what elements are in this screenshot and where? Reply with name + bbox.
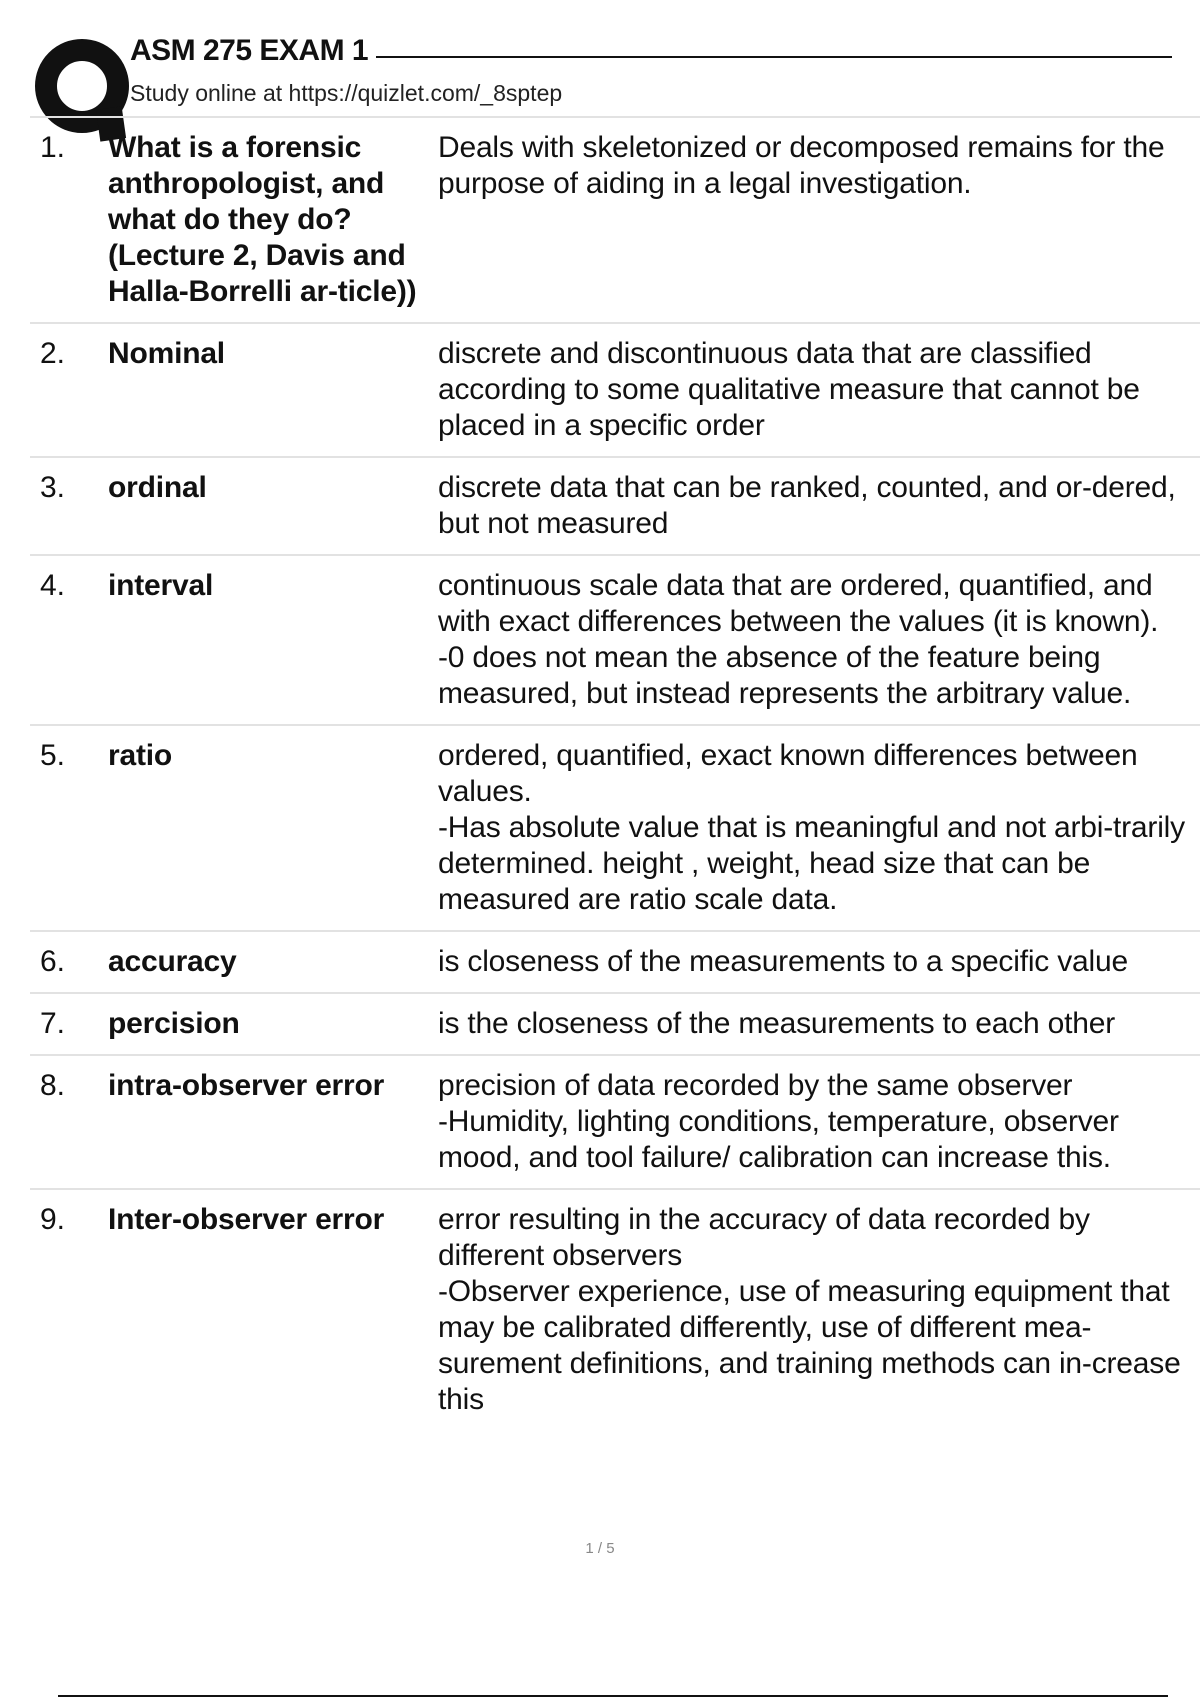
card-number: 6. — [40, 945, 66, 978]
flashcard-row — [30, 1190, 1200, 1430]
page-number: 1 / 5 — [585, 1540, 615, 1557]
card-term: interval — [108, 569, 214, 602]
card-term: accuracy — [108, 945, 237, 978]
footer-rule — [58, 1695, 1168, 1697]
card-definition: discrete data that can be ranked, counted, and or-dered, but not measured — [438, 471, 1176, 540]
card-number: 5. — [40, 739, 66, 772]
card-definition: discrete and discontinuous data that are classified according to some qualitative measure that cannot be placed in a specific order — [438, 337, 1140, 442]
card-number: 8. — [40, 1069, 66, 1102]
card-number: 9. — [40, 1203, 66, 1236]
card-definition: precision of data recorded by the same observer -Humidity, lighting conditions, temperature, observer mood, and tool failure/ calibration can increase this. — [438, 1069, 1119, 1174]
card-definition: is closeness of the measurements to a specific value — [438, 945, 1128, 978]
card-number: 1. — [40, 131, 66, 164]
card-number: 3. — [40, 471, 66, 504]
card-term: Nominal — [108, 337, 225, 370]
document-title: ASM 275 EXAM 1 — [130, 34, 376, 68]
card-definition: is the closeness of the measurements to each other — [438, 1007, 1116, 1040]
card-term: ordinal — [108, 471, 207, 504]
card-term: ratio — [108, 739, 173, 772]
document-header — [30, 30, 1200, 120]
card-definition: ordered, quantified, exact known differences between values. -Has absolute value that is meaningful and not arbi-trarily determined. height , weight, head size that can be measured are ratio scale data. — [438, 739, 1185, 916]
card-number: 2. — [40, 337, 66, 370]
flashcard-row — [30, 324, 1200, 458]
flashcard-row — [30, 118, 1200, 324]
card-definition: error resulting in the accuracy of data recorded by different observers -Observer experience, use of measuring equipment that may be calibrated differently, use of different mea-surement definitions, and training methods can in-crease this — [438, 1203, 1181, 1416]
flashcard-row — [30, 726, 1200, 932]
card-term: What is a forensic anthropologist, and what do they do? (Lecture 2, Davis and Halla-Borrelli ar-ticle)) — [108, 131, 417, 308]
card-definition: Deals with skeletonized or decomposed remains for the purpose of aiding in a legal investigation. — [438, 131, 1165, 200]
flashcard-row — [30, 556, 1200, 726]
card-definition: continuous scale data that are ordered, quantified, and with exact differences between the values (it is known). -0 does not mean the absence of the feature being measured, but instead represents the arbitrary value. — [438, 569, 1159, 710]
flashcard-row — [30, 994, 1200, 1056]
card-term: intra-observer error — [108, 1069, 385, 1102]
card-term: percision — [108, 1007, 240, 1040]
flashcard-row — [30, 932, 1200, 994]
flashcard-list — [30, 116, 1200, 1430]
flashcard-row — [30, 1056, 1200, 1190]
card-term: Inter-observer error — [108, 1203, 385, 1236]
card-number: 4. — [40, 569, 66, 602]
card-number: 7. — [40, 1007, 66, 1040]
study-online-link: Study online at https://quizlet.com/_8sptep — [130, 80, 563, 106]
flashcard-row — [30, 458, 1200, 556]
